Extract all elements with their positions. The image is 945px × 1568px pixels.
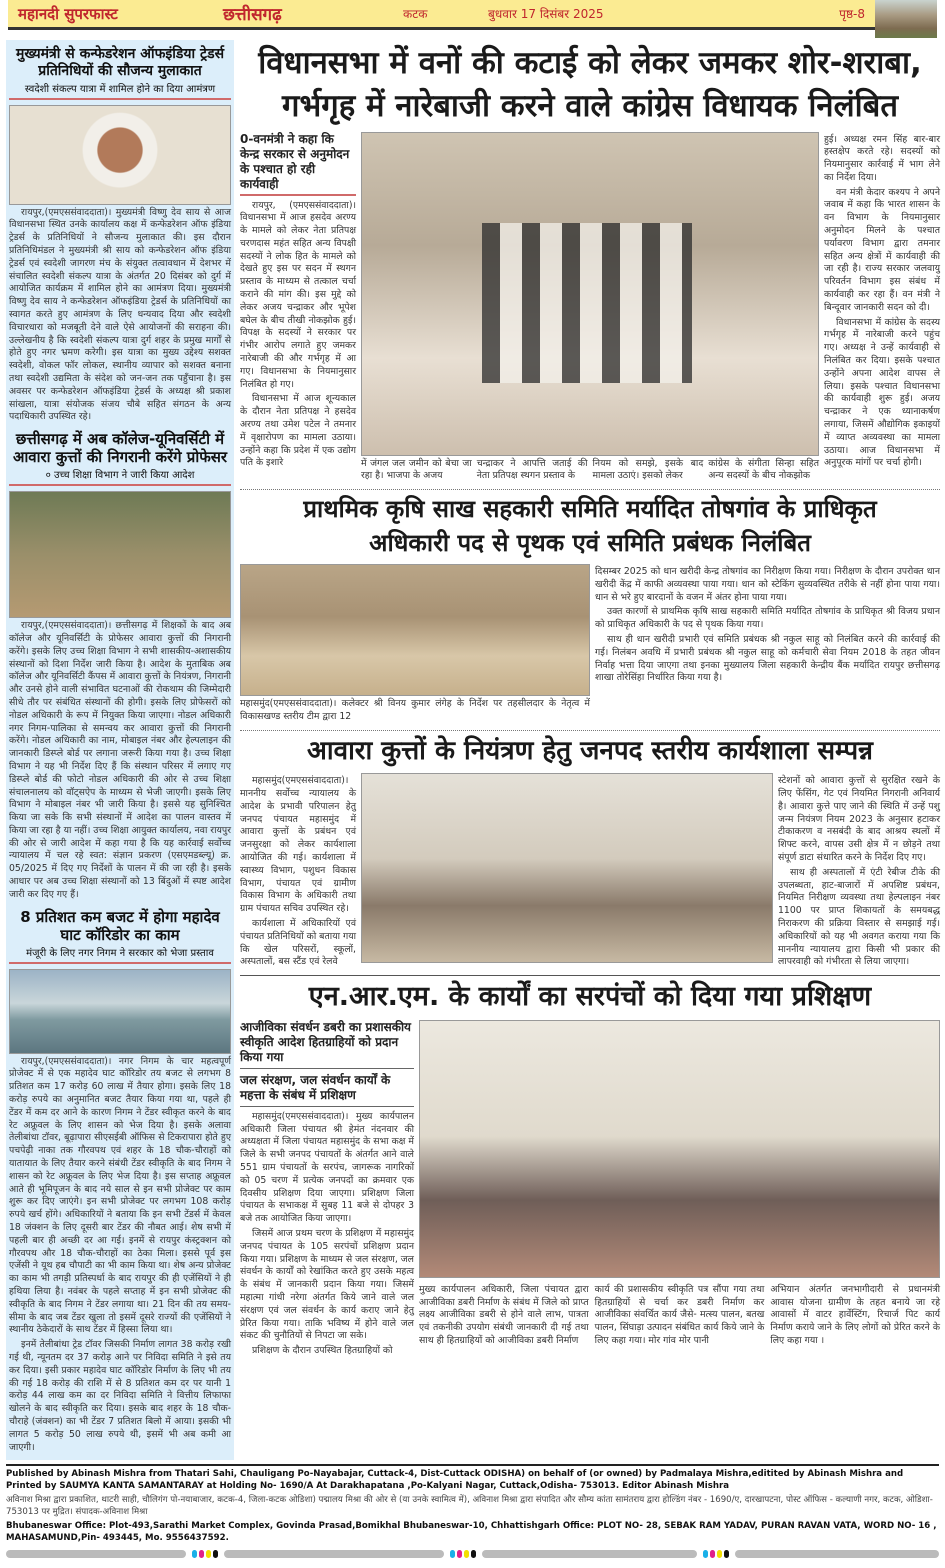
footer-rule [6,1464,939,1466]
left-column [6,40,234,1460]
dogs-workshop-headline: आवारा कुत्तों के नियंत्रण हेतु जनपद स्तरीय कार्यशाला सम्पन्न [307,735,873,766]
lead-deck: 0-वनमंत्री ने कहा कि केन्द्र सरकार से अनुमोदन के पश्चात हो रही कार्यवाही [240,132,356,196]
story1-subheadline: स्वदेशी संकल्प यात्रा में शामिल होने का दिया आमंत्रण [9,83,231,100]
nrm-col-3: अभियान अंतर्गत जनभागीदारी से प्रधानमंत्री आवास योजना ग्रामीण के तहत बनाये जा रहे आवासों में वाटर हार्वेस्टिंग, रिचार्ज पिट कार्य निर्माण कराये जाने के लिए लोगों को प्रेरित करने के लिए कहा गया । [770,1283,941,1347]
paddy-story [240,564,940,724]
main-area [240,40,940,1460]
nrm-subheadline-1: आजीविका संवर्धन डबरी का प्रशासकीय स्वीकृति आदेश हितग्राहियों को प्रदान किया गया [240,1020,414,1069]
lead-body-col1: रायपुर, (एमएससंवाददाता)। विधानसभा में आज हसदेव अरण्य के मामले को लेकर नेता प्रतिपक्ष चरणदास महंत सहित अन्य विपक्षी सदस्यों ने लोक हित के मामले को देखते हुए इस पर सदन में स्थगन प्रस्ताव के माध्यम से तत्काल चर्चा कराने की मांग की। इस मुद्दे को लेकर अजय चन्द्राकर और भूपेश बघेल के बीच तीखी नोकझोक हुई। विपक्ष के सदस्यों ने सरकार पर गंभीर आरोप लगाते हुए जमकर नारेबाजी की और गर्भगृह में आ गए। विधानसभा के नियमानुसार निलंबित हो गए। [240,199,356,390]
registration-bar [6,1550,186,1558]
nrm-subheadline-2: जल संरक्षण, जल संवर्धन कार्यों के महत्ता के संबंध में प्रशिक्षण [240,1073,414,1107]
story3-subheadline: मंजूरी के लिए नगर निगम ने सरकार को भेजा प्रस्ताव [9,947,231,964]
divider [240,730,940,731]
nrm-headline: एन.आर.एम. के कार्यों का सरपंचों को दिया गया प्रशिक्षण [308,981,872,1013]
city: कटक [403,7,428,21]
dogs-body-right-2: साथ ही अस्पतालों में एंटी रेबीज टीके की उपलब्धता, हाट-बाजारों में अपशिष्ट प्रबंधन, नियमित निरीक्षण व्यवस्था तथा हेल्पलाइन नंबर 1100 पर प्राप्त शिकायतों के समयबद्ध निराकरण की प्रक्रिया विस्तार से समझाई गई। अधिकारियों को यह भी अवगत कराया गया कि माननीय न्यायालय द्वारा किसी भी प्रकार की लापरवाही को गंभीरता से लिया जाएगा। [778,866,940,968]
registration-dot [213,1550,218,1558]
lead-body-col1b: विधानसभा में आज शून्यकाल के दौरान नेता प्रतिपक्ष ने हसदेव अरण्य तथा उमेश पटेल ने तमनार में वृक्षारोपण का मामला उठाया। उन्होंने कहा कि प्रदेश में एक उद्योग पति के इशारे [240,393,356,469]
story1-headline: मुख्यमंत्री से कन्फेडरेशन ऑफइंडिया ट्रेडर्स प्रतिनिधियों की सौजन्य मुलाकात [15,46,225,79]
training-ceremony-photo [419,1020,940,1278]
nrm-body-3: प्रशिक्षण के दौरान उपस्थित हितग्राहियों को [252,1345,393,1357]
dogs-story [240,773,940,969]
dogs-body-right: स्टेशनों को आवारा कुत्तों से सुरक्षित रखने के लिए फेंसिंग, गेट एवं नियमित निगरानी अनिवार्य है। आवारा कुत्ते पाए जाने की स्थिति में उन्हें पशु जन्म नियंत्रण नियम 2023 के अनुसार हटाकर टीकाकरण व नसबंदी के बाद आश्रय स्थलों में शिफ्ट करने, वापस उसी क्षेत्र में न छोड़ने तथा संपूर्ण डाटा संधारित करने के निर्देश दिए गए। [778,775,940,863]
nrm-body: महासमुंद(एमएससंवाददाता)। मुख्य कार्यपालन अधिकारी जिला पंचायत श्री हेमंत नंदनवार की अध्यक्षता में जिला पंचायत महासमुंद के सभा कक्ष में जिले के सभी जनपद पंचायतों के अंतर्गत आने वाले 551 ग्राम पंचायतों के सरपंच, जागरूक नागरिकों को 05 चरण में प्रत्येक जनपदों का क्रमवार एक दिवसीय प्रशिक्षण दिया जाएगा। प्रशिक्षण जिला पंचायत के सभाकक्ष में सुबह 11 बजे से दोपहर 3 बजे तक आयोजित किया जाएगा। [240,1110,414,1225]
story2-headline: छत्तीसगढ़ में अब कॉलेज-यूनिवर्सिटी में आवारा कुत्तों की निगरानी करेंगे प्रोफेसर [12,430,228,467]
lead-body-col3: हुई। अध्यक्ष रमन सिंह बार-बार हस्तक्षेप करते रहे। सदस्यों को नियमानुसार कार्रवाई में भाग लेने का निर्देश दिया। [824,133,940,183]
paddy-bags-photo [240,564,590,696]
registration-bar [735,1550,939,1558]
mahadev-ghat-photo [9,969,231,1054]
date: बुधवार 17 दिसंबर 2025 [488,7,604,21]
registration-dot [206,1550,211,1558]
story3-body-2: इनमें तेलीबांधा ट्रेड टॉवर जिसकी निर्माण लागत 38 करोड़ रखी गई थी, न्यूनतम दर 37 करोड़ आने पर निविदा समिति ने इसे तय कर दिया। इसी प्रकार महादेव घाट कॉरिडोर निर्माण के लिए भी तय की गई 18 करोड़ की राशि में से 8 प्रतिशत कम दर पर यानी 1 करोड़ 44 लाख कम का दर निविदा समिति ने वित्तीय लिफाफा खोलने के बाद स्वीकृति कर दिया। इसके बाद शहर के 18 चौक-चौराहे (जंक्शन) का भी टेंडर 7 प्रतिशत बिलो में आया। इसकी भी लागत 5 करोड़ 50 लाख रुपये थी, इसमें भी अब कमी आ जाएगी। [9,1339,231,1453]
paddy-body-3: साथ ही धान खरीदी प्रभारी एवं समिति प्रबंधक श्री नकुल साहू को निलंबित करने की कार्रवाई की गई। निलंबन अवधि में प्रभारी प्रबंधक श्री नकुल साहू को कर्मचारी सेवा नियम 2018 के तहत जीवन निर्वाह भत्ता दिया जाएगा तथा इनका मुख्यालय जिला सहकारी केन्द्रीय बैंक मर्यादित रायपुर छत्तीसगढ़ शाखा तोरेसिंहा निर्धारित किया गया है। [595,634,940,684]
registration-dot [450,1550,455,1558]
chief-minister-photo [9,105,231,205]
dogs-body-left: महासमुंद(एमएससंवाददाता)। माननीय सर्वोच्च न्यायालय के आदेश के प्रभावी परिपालन हेतु जनपद पंचायत महासमुंद में आवारा कुत्तों के प्रबंधन एवं जनसुरक्षा को लेकर कार्यशाला आयोजित की गई। कार्यशाला में स्वास्थ्य विभाग, पशुधन विकास विभाग, पंचायत एवं ग्रामीण विकास विभाग के अधिकारी तथा ग्राम पंचायत सचिव उपस्थित रहे। [240,775,356,915]
footer [0,1460,945,1568]
registration-dot [717,1550,722,1558]
imprint-english: Published by Abinash Mishra from Thatari Sahi, Chauligang Po-Nayabajar, Cuttack-4, Dist-Cuttack ODISHA) on behalf of (or owned) by Padmalaya Mishra,editited by Abinash Mishra and Printed by SAUMYA KANTA SAMANTARAY at Holding No- 1690/A At Darakhapatana ,Po-Kalyani Nagar, Cuttack,Odisha- 753013. Editor Abinash Mishra [6,1469,904,1492]
registration-dot [724,1550,729,1558]
registration-dot [710,1550,715,1558]
nrm-body-2: जिसमें आज प्रथम चरण के प्रशिक्षण में महासमुंद जनपद पंचायत के 105 सरपंचों प्रशिक्षण प्रदान किया गया। प्रशिक्षण के माध्यम से जल संरक्षण, जल संवर्धन के कार्यों को रेखांकित करते हुए उसके महत्व के संबंध में जानकारी प्रदान किया गया। जिसमें महात्मा गांधी नरेगा अंतर्गत किये जाने वाले जल संरक्षण एवं जल संवर्धन के कार्य कराए जाने हेतु प्रेरित किया गया। ताकि भविष्य में होने वाले जल संकट की चुनौतियों से निपटा जा सके। [240,1228,414,1342]
registration-dot [471,1550,476,1558]
masthead [8,0,875,30]
lead-strip-4: कांग्रेस के संगीता सिन्हा सहित अन्य सदस्यों के बीच नोकझोक [708,457,819,482]
paddy-caption: महासमुंद(एमएससंवाददाता)। कलेक्टर श्री विनय कुमार लंगेह के निर्देश पर तहसीलदार के नेतृत्व में विकासखण्ड स्तरीय टीम द्वारा 12 [240,698,590,722]
page-body [0,40,945,1460]
registration-marks [6,1550,939,1558]
registration-dot [464,1550,469,1558]
assembly-protest-photo [361,132,819,456]
stray-dogs-photo [9,491,231,618]
divider [240,975,940,976]
story3-headline: 8 प्रतिशत कम बजट में होगा महादेव घाट कॉरिडोर का काम [20,907,220,944]
registration-dot [192,1550,197,1558]
top-band [0,0,945,40]
state-name: छत्तीसगढ़ [223,5,282,25]
dogs-body-left-2: कार्यशाला में अधिकारियों एवं पंचायत प्रतिनिधियों को बताया गया कि खेल परिसरों, स्कूलों, अस्पतालों, बस स्टैंड एवं रेलवे [240,917,356,968]
paddy-headline-line1: प्राथमिक कृषि साख सहकारी समिति मर्यादित तोषगांव के प्राधिकृत [303,495,877,524]
lead-body-col3c: विधानसभा में कांग्रेस के सदस्य गर्भगृह में नारेबाजी करने पहुंच गए। अध्यक्ष ने उन्हें कार्यवाही से निलंबित कर दिया। इसके पश्चात उन्होंने अपना आदेश वापस ले लिया। इसके पश्चात विधानसभा की कार्यवाही शुरू हुई। अजय चन्द्राकर ने एक ध्यानाकर्षण लगाया, जिसमें औद्योगिक इकाइयों में व्याप्त अव्यवस्था का मामला उठाया। आज विधानसभा में अनुपूरक मांगों पर चर्चा होगी। [824,316,940,469]
paddy-headline-line2: अधिकारी पद से पृथक एवं समिति प्रबंधक निलंबित [369,529,811,558]
nrm-col-2: कार्य की प्रशासकीय स्वीकृति पत्र सौंपा गया तथा हितग्राहियों से चर्चा कर डबरी निर्माण कर आजीविका संवर्धित कार्य जैसे- मत्स्य पालन, बतख पालन, सिंघाड़ा उत्पादन संबंधित कार्य किये जाने के लिए कहा गया। मोर गांव मोर पानी [594,1283,765,1347]
story3-body: रायपुर,(एमएससंवाददाता)। नगर निगम के चार महत्वपूर्ण प्रोजेक्ट में से एक महादेव घाट कॉरिडोर तय बजट से लगभग 8 प्रतिशत कम 17 करोड़ 60 लाख में तैयार होगा। इसके लिए 18 करोड़ रुपये का अनुमानित बजट तैयार किया गया था, पहले ही टेंडर में कम दर आने के कारण निगम ने टेंडर स्वीकृत करने के बाद रेट अफ्रूवल के लिए शासन को भेज दिया है। इसके अलावा तेलीबांधा टॉवर, बूढ़ापारा सीएसईबी ऑफिस से टिकरापारा होते हुए पचपेढ़ी नाका तक गौरवपथ एवं शहर के 18 चौक-चौराहों को यातायात के लिए तैयार करने संबंधी टेंडर स्वीकृति के बाद निगम ने शासन को रेट अफ्रूवल के लिए भेज दिया है। इस सप्ताह अफ्रूवल आते ही भूमिपूजन के बाद नये साल से इन सभी प्रोजेक्ट पर काम शुरू कर दिए जाएंगे। इन सभी प्रोजेक्ट पर लगभग 108 करोड़ रुपये खर्च होंगे। अधिकारियों ने बताया कि इन सभी टेंडर्स में केवल 18 जंक्शन के लिए दूसरी बार टेंडर की नौबत आई। शेष सभी में पहली बार ही अच्छी दर आ गई। इनमें से रायपुर कंस्ट्रक्शन को गौरवपथ और 18 चौक-चौराहों का ठेका मिला। इससे पूर्व इस एजेंसी ने यूथ हब चौपाटी का भी काम किया था। शेष अन्य प्रोजेक्ट का काम भी तगड़ी प्रतिस्पर्धा के बाद रायपुर की ही एजेंसियों ने ही हथिया लिया है। नवंबर के पहले सप्ताह में इन सभी प्रोजेक्ट की स्वीकृति के बाद निगम ने टेंडर लगाया था। 21 दिन की तय समय-सीमा के बाद जब टेंडर खुला तो इसमें दूसरे राज्यों की एजेंसियों ने स्थानीय ठेकेदारों के साथ टेंडर में हिस्सा लिया था। [9,1055,231,1336]
story2-body: रायपुर,(एमएससंवाददाता)। छत्तीसगढ़ में शिक्षकों के बाद अब कॉलेज और यूनिवर्सिटी के प्रोफेसर आवारा कुत्तों की निगरानी करेंगे। इसके लिए उच्च शिक्षा विभाग ने सभी शासकीय-अशासकीय संस्थानों को दिशा निर्देश जारी किया है। आदेश के मुताबिक अब कॉलेज और यूनिवर्सिटी कैंपस में आवारा कुत्तों के नियंत्रण, निगरानी और उनसे होने वाली संभावित घटनाओं की रोकथाम की जिम्मेदारी सीधे तौर पर संबंधित संस्थानों की होगी। इसके लिए प्रोफेसरों को नोडल अधिकारी के रूप में नियुक्त किया जाएगा। नोडल अधिकारी नगर निगम-पालिका से समन्वय कर आवारा कुत्तों की निगरानी करेंगे। नोडल अधिकारी का नाम, मोबाइल नंबर और हेल्पलाइन की जानकारी डिस्प्ले बोर्ड पर लगाना जरूरी किया गया है। उच्च शिक्षा विभाग ने यह भी निर्देश दिए हैं कि संस्थान परिसर में लगाए गए डिस्प्ले बोर्ड की फोटो नोडल अधिकारी की ओर से उच्च शिक्षा संचालनालय को वॉट्सऐप के माध्यम से भेजी जाएगी। इसके लिए विभाग ने मोबाइल नंबर भी जारी किया है। इससे यह सुनिश्चित किया जा सके कि सभी संस्थानों में आदेश का पालन वास्तव में किया जा रहा है या नहीं। उच्च शिक्षा आयुक्त कार्यालय, नवा रायपुर की ओर से जारी आदेश में कहा गया है कि यह कार्रवाई सर्वोच्च न्यायालय में चल रहे स्वत: संज्ञान प्रकरण (एसएमडब्ल्यू) क्र. 05/2025 में दिए गए निर्देशों के पालन में की जा रही है। इसके आधार पर अब उच्च शिक्षा संस्थानों को 13 बिंदुओं में स्पष्ट आदेश जारी कर दिए गए हैं। [9,620,231,900]
nrm-story [240,1020,940,1358]
registration-bar [482,1550,697,1558]
lead-strip-2: चन्द्राकर ने आपत्ति जताई की नेता प्रतिपक्ष स्थगन प्रस्ताव के [476,457,588,482]
story1-body: रायपुर,(एमएससंवाददाता)। मुख्यमंत्री विष्णु देव साय से आज विधानसभा स्थित उनके कार्यालय कक्ष में कन्फेडरेशन ऑफ इंडिया ट्रेडर्स के प्रतिनिधियों ने सौजन्य मुलाकात की। इस दौरान प्रतिनिधिमंडल ने मुख्यमंत्री श्री साय को कन्फेडरेशन ऑफ इंडिया ट्रेडर्स एवं स्वदेशी जागरण मंच के संयुक्त तत्वावधान में देशभर में संचालित स्वदेशी संकल्प यात्रा के अंतर्गत 20 दिसंबर को दुर्ग में आयोजित कार्यक्रम में शामिल होने का आमंत्रण दिया। मुख्यमंत्री विष्णु देव साय ने कन्फेडरेशन ऑफइंडिया ट्रेडर्स के प्रतिनिधियों का स्वागत करते हुए आमंत्रण के लिए धन्यवाद दिया और स्वदेशी विचारधारा को मजबूती देने वाले ऐसे आयोजनों की सराहना की। उल्लेखनीय है कि स्वदेशी संकल्प यात्रा दुर्ग शहर के प्रमुख मार्गों से होते हुए नगर भ्रमण करेगी। इस यात्रा का मुख्य उद्देश्य सशक्त स्वदेशी, वोकल फॉर लोकल, स्थानीय व्यापार को सशक्त बनाना तथा स्वदेशी उद्यमिता के संदेश को जन-जन तक पहुँचाना है। इस अवसर पर कन्फेडरेशन ऑफइंडिया ट्रेडर्स के अध्यक्ष श्री प्रकाश सांखला, यात्रा संयोजक संजय चौबे सहित संगठन के अन्य पदाधिकारी उपस्थित रहे। [9,206,231,423]
office-addresses: Bhubaneswar Office: Plot-493,Sarathi Market Complex, Govinda Prasad,Bomikhal Bhubaneswar-10, Chhattishgarh Office: PLOT NO- 28, SEBAK RAM YADAV, PURAN RAVAN VATA, WORD NO- 16 , MAHASAMUND,Pin- 493445, Mo. 9556437592. [6,1521,937,1544]
registration-dot [457,1550,462,1558]
registration-bar [224,1550,444,1558]
lead-body-col3b: वन मंत्री केदार कश्यप ने अपने जवाब में कहा कि भारत शासन के वन विभाग के नियमानुसार अनुमोदन मिलने के पश्चात पर्यावरण विभाग द्वारा तमनार सहित अन्य क्षेत्रों में कार्यवाही की जा रही है। राज्य सरकार जलवायु परिवर्तन विभाग इस संबंध में कार्यवाही कर रहा हैं। वन मंत्री ने बिन्दूवार जानकारी सदन को दी। [824,186,940,313]
lead-headline-line2: गर्भगृह में नारेबाजी करने वाले कांग्रेस विधायक निलंबित [282,87,898,124]
nrm-col-1: मुख्य कार्यपालन अधिकारी, जिला पंचायत द्वारा आजीविका डबरी निर्माण के संबंध में जिले को प्राप्त लक्ष्य आजीविका डबरी से होने वाले लाभ, पात्रता एवं तकनीकी उपयोग संबंधी जानकारी दी गई तथा साथ ही हितग्राहियों को आजीविका डबरी निर्माण [419,1283,589,1347]
lead-headline-line1: विधानसभा में वनों की कटाई को लेकर जमकर शोर-शराबा, [258,45,922,81]
paper-name: महानदी सुपरफास्ट [18,4,118,23]
lead-story [240,132,940,484]
workshop-photo [361,773,773,963]
story2-subheadline: ० उच्च शिक्षा विभाग ने जारी किया आदेश [9,469,231,486]
divider [240,489,940,490]
paddy-body: दिसम्बर 2025 को धान खरीदी केन्द्र तोषगांव का निरीक्षण किया गया। निरीक्षण के दौरान उपरोक्त धान खरीदी केंद्र में काफी अव्यवस्था पाया गया। धान को स्टेकिंग सुव्यवस्थित तरीके से नहीं होना पाया गया। धान से भरे हुए बारदानों के वजन में अंतर होना पाया गया। [595,566,940,603]
registration-dot [703,1550,708,1558]
lead-strip-3: नियम को समझे, इसके बाद मामला उठाएं। इसको लेकर [592,457,704,482]
temple-photo [875,0,937,38]
lead-strip-1: में जंगल जल जमीन को बेचा जा रहा है। भाजपा के अजय [361,457,472,482]
page-number: पृष्ठ-8 [839,7,865,21]
imprint-hindi: अविनाश मिश्रा द्वारा प्रकाशित, थाटरी साही, चौलिगंग पो-नयाबाजार, कटक-4, जिला-कटक ओडिशा) पद्मालय मिश्रा की ओर से (या उनके स्वामित्व में), अविनाश मिश्रा द्वारा संपादित और सौम्य कांता सामंतराय द्वारा होल्डिंग नंबर - 1690/ए, दारखापटना, पोस्ट ऑफिस - कल्याणी नगर, कटक, ओडिशा- 753013 पर मुद्रित। संपादक-अविनाश मिश्रा [6,1495,933,1518]
registration-dot [199,1550,204,1558]
paddy-body-2: उक्त कारणों से प्राथमिक कृषि साख सहकारी समिति मर्यादित तोषगांव के प्राधिकृत श्री विजय प्रधान को प्राधिकृत अधिकारी के पद से पृथक किया गया। [595,606,940,631]
